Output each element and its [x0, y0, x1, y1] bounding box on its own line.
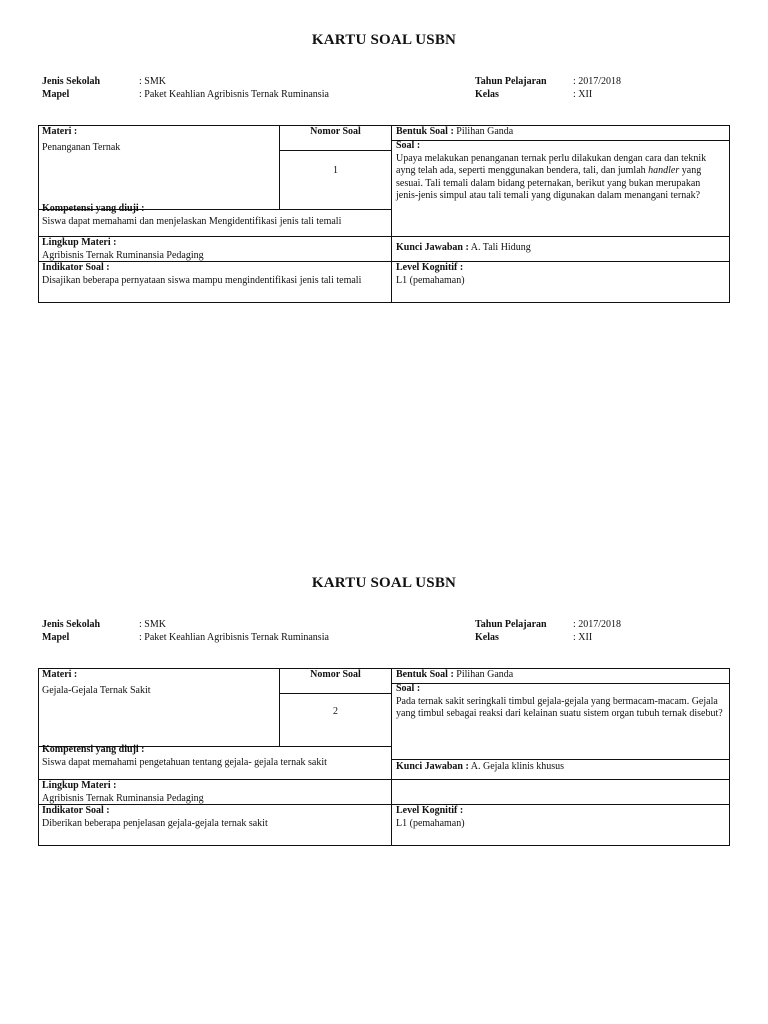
kunci-jawaban-cell — [396, 761, 726, 774]
lingkup-materi-value: Agribisnis Ternak Ruminansia Pedaging — [42, 792, 204, 804]
kartu-soal-card-2 — [0, 543, 768, 863]
kelas-label: Kelas — [475, 632, 499, 643]
lingkup-materi-cell — [42, 780, 387, 805]
tahun-pelajaran-value: : 2017/2018 — [573, 619, 622, 630]
soal-cell — [396, 683, 726, 721]
tahun-pelajaran-label: Tahun Pelajaran — [475, 76, 547, 87]
level-kognitif-cell — [396, 262, 726, 287]
tahun-pelajaran-label: Tahun Pelajaran — [475, 619, 547, 630]
soal-table — [38, 125, 730, 303]
jenis-sekolah-value: : SMK — [139, 619, 166, 630]
kompetensi-value: Siswa dapat memahami pengetahuan tentang gejala- gejala ternak sakit — [42, 756, 327, 768]
nomor-soal-value: 2 — [333, 706, 338, 717]
kompetensi-cell — [42, 203, 387, 228]
level-kognitif-label: Level Kognitif : — [396, 262, 464, 273]
kunci-jawaban-value: A. Gejala klinis khusus — [470, 761, 565, 772]
bentuk-soal-label: Bentuk Soal : — [396, 126, 454, 137]
soal-cell — [396, 140, 718, 203]
soal-text: Upaya melakukan penanganan ternak perlu dilakukan dengan cara dan teknik ayng telah ada, seperti menggunakan bendera, tali, dan jumlah handler yang sesuai. Tali temali dalam bidang peternakan, berikut yang bukan merupakan jenis-jenis simpul atau tali temali yang digunakan dalam menangani ternak? — [396, 152, 707, 202]
indikator-cell — [42, 262, 372, 287]
soal-table — [38, 668, 730, 846]
materi-value: Penanganan Ternak — [42, 141, 121, 153]
soal-label: Soal : — [396, 683, 421, 694]
level-kognitif-value: L1 (pemahaman) — [396, 274, 465, 286]
level-kognitif-cell — [396, 805, 726, 830]
kunci-jawaban-label: Kunci Jawaban : — [396, 242, 469, 253]
kartu-soal-card-1 — [0, 0, 768, 320]
soal-text: Pada ternak sakit seringkali timbul gejala-gejala yang bermacam-macam. Gejala yang timbul sebagai reaksi dari kelainan suatu sistem organ tubuh ternak disebut? — [396, 695, 723, 720]
card-title: KARTU SOAL USBN — [311, 32, 457, 48]
lingkup-materi-value: Agribisnis Ternak Ruminansia Pedaging — [42, 249, 204, 261]
bentuk-soal-value: Pilihan Ganda — [456, 669, 514, 680]
jenis-sekolah-label: Jenis Sekolah — [42, 76, 101, 87]
mapel-label: Mapel — [42, 89, 70, 100]
bentuk-soal-cell — [396, 126, 726, 139]
materi-cell — [42, 669, 274, 697]
kompetensi-label: Kompetensi yang diuji : — [42, 744, 145, 755]
indikator-label: Indikator Soal : — [42, 262, 110, 273]
jenis-sekolah-label: Jenis Sekolah — [42, 619, 101, 630]
indikator-label: Indikator Soal : — [42, 805, 110, 816]
jenis-sekolah-value: : SMK — [139, 76, 166, 87]
indikator-value: Disajikan beberapa pernyataan siswa mampu mengindentifikasi jenis tali temali — [42, 274, 362, 286]
kelas-label: Kelas — [475, 89, 499, 100]
kunci-jawaban-value: A. Tali Hidung — [470, 242, 531, 253]
nomor-soal-label: Nomor Soal — [310, 669, 361, 680]
tahun-pelajaran-value: : 2017/2018 — [573, 76, 622, 87]
bentuk-soal-cell — [396, 669, 726, 682]
lingkup-materi-label: Lingkup Materi : — [42, 780, 117, 791]
materi-value: Gejala-Gejala Ternak Sakit — [42, 684, 151, 696]
level-kognitif-value: L1 (pemahaman) — [396, 817, 465, 829]
lingkup-materi-cell — [42, 237, 387, 262]
indikator-value: Diberikan beberapa penjelasan gejala-gejala ternak sakit — [42, 817, 268, 829]
bentuk-soal-label: Bentuk Soal : — [396, 669, 454, 680]
nomor-soal-label: Nomor Soal — [310, 126, 361, 137]
mapel-value: : Paket Keahlian Agribisnis Ternak Ruminansia — [139, 89, 329, 100]
materi-label: Materi : — [42, 669, 78, 680]
materi-cell — [42, 126, 274, 154]
kelas-value: : XII — [573, 89, 593, 100]
bentuk-soal-value: Pilihan Ganda — [456, 126, 514, 137]
indikator-cell — [42, 805, 387, 830]
soal-label: Soal : — [396, 140, 421, 151]
card-title: KARTU SOAL USBN — [311, 575, 457, 591]
lingkup-materi-label: Lingkup Materi : — [42, 237, 117, 248]
kunci-jawaban-cell — [396, 242, 726, 255]
kompetensi-cell — [42, 744, 387, 769]
kelas-value: : XII — [573, 632, 593, 643]
nomor-soal-value: 1 — [333, 165, 338, 176]
kompetensi-value: Siswa dapat memahami dan menjelaskan Mengidentifikasi jenis tali temali — [42, 215, 342, 227]
kunci-jawaban-label: Kunci Jawaban : — [396, 761, 469, 772]
materi-label: Materi : — [42, 126, 78, 137]
level-kognitif-label: Level Kognitif : — [396, 805, 464, 816]
mapel-label: Mapel — [42, 632, 70, 643]
mapel-value: : Paket Keahlian Agribisnis Ternak Ruminansia — [139, 632, 329, 643]
kompetensi-label: Kompetensi yang diuji : — [42, 203, 145, 214]
